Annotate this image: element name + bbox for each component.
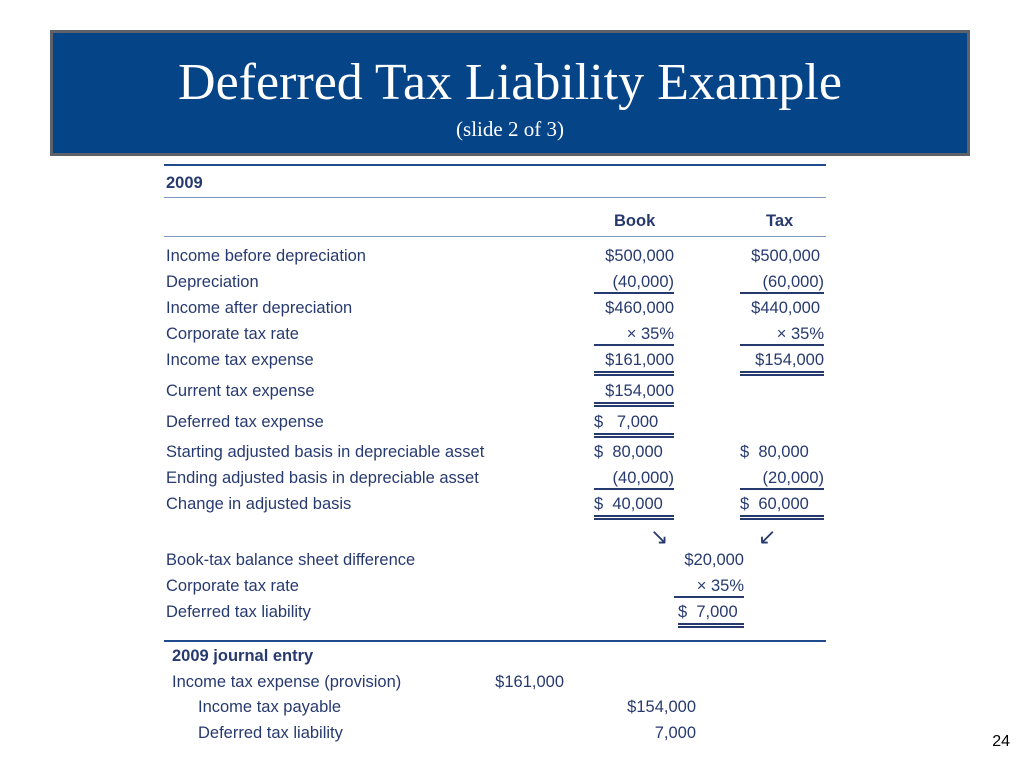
tax-value: (60,000) [740,272,824,294]
book-value: (40,000) [594,272,674,294]
difference-value: $20,000 [684,551,744,569]
tax-value: $ 80,000 [740,443,809,461]
row-label: Starting adjusted basis in depreciable asset [166,443,485,461]
row-label: Change in adjusted basis [166,495,352,513]
journal-credit: 7,000 [654,724,696,742]
difference-label: Book-tax balance sheet difference [166,551,416,569]
row-label: Ending adjusted basis in depreciable asset [166,469,479,487]
page-number: 24 [992,733,1010,750]
header-divider [164,236,826,237]
row-label: Income after depreciation [166,299,353,317]
table-top-rule [164,164,826,166]
book-value: $ 7,000 [594,412,674,438]
arrow-down-left-icon: ↙ [758,524,777,549]
tax-value: $440,000 [751,299,820,317]
book-value: $460,000 [605,299,674,317]
journal-rule [164,640,826,642]
tax-value: $500,000 [751,247,820,265]
book-column-header: Book [614,212,656,230]
difference-value: × 35% [674,576,744,598]
tax-column-header: Tax [766,212,794,230]
journal-account: Deferred tax liability [198,724,343,742]
book-value: $154,000 [594,381,674,407]
book-value: (40,000) [594,468,674,490]
year-label: 2009 [166,174,203,192]
row-label: Deferred tax expense [166,413,324,431]
book-value: $500,000 [605,247,674,265]
row-label: Corporate tax rate [166,325,299,343]
difference-value: $ 7,000 [678,602,744,628]
divider [164,197,826,198]
row-label: Income before depreciation [166,247,366,265]
journal-heading: 2009 journal entry [172,647,314,665]
tax-value: (20,000) [740,468,824,490]
slide-title: Deferred Tax Liability Example [178,54,842,111]
book-value: $ 40,000 [594,494,674,520]
journal-account: Income tax expense (provision) [172,673,402,691]
tax-value: $ 60,000 [740,494,824,520]
book-value: $161,000 [594,350,674,376]
journal-credit: $154,000 [627,698,696,716]
row-label: Income tax expense [166,351,314,369]
book-value: $ 80,000 [594,443,663,461]
slide-subtitle: (slide 2 of 3) [456,117,564,141]
row-label: Depreciation [166,273,259,291]
title-banner [50,30,970,156]
row-label: Current tax expense [166,382,315,400]
difference-label: Corporate tax rate [166,577,299,595]
difference-label: Deferred tax liability [166,603,311,621]
tax-value: × 35% [740,324,824,346]
journal-debit: $161,000 [495,673,564,691]
journal-account: Income tax payable [198,698,342,716]
book-value: × 35% [594,324,674,346]
tax-value: $154,000 [740,350,824,376]
arrow-down-right-icon: ↘ [650,524,669,549]
